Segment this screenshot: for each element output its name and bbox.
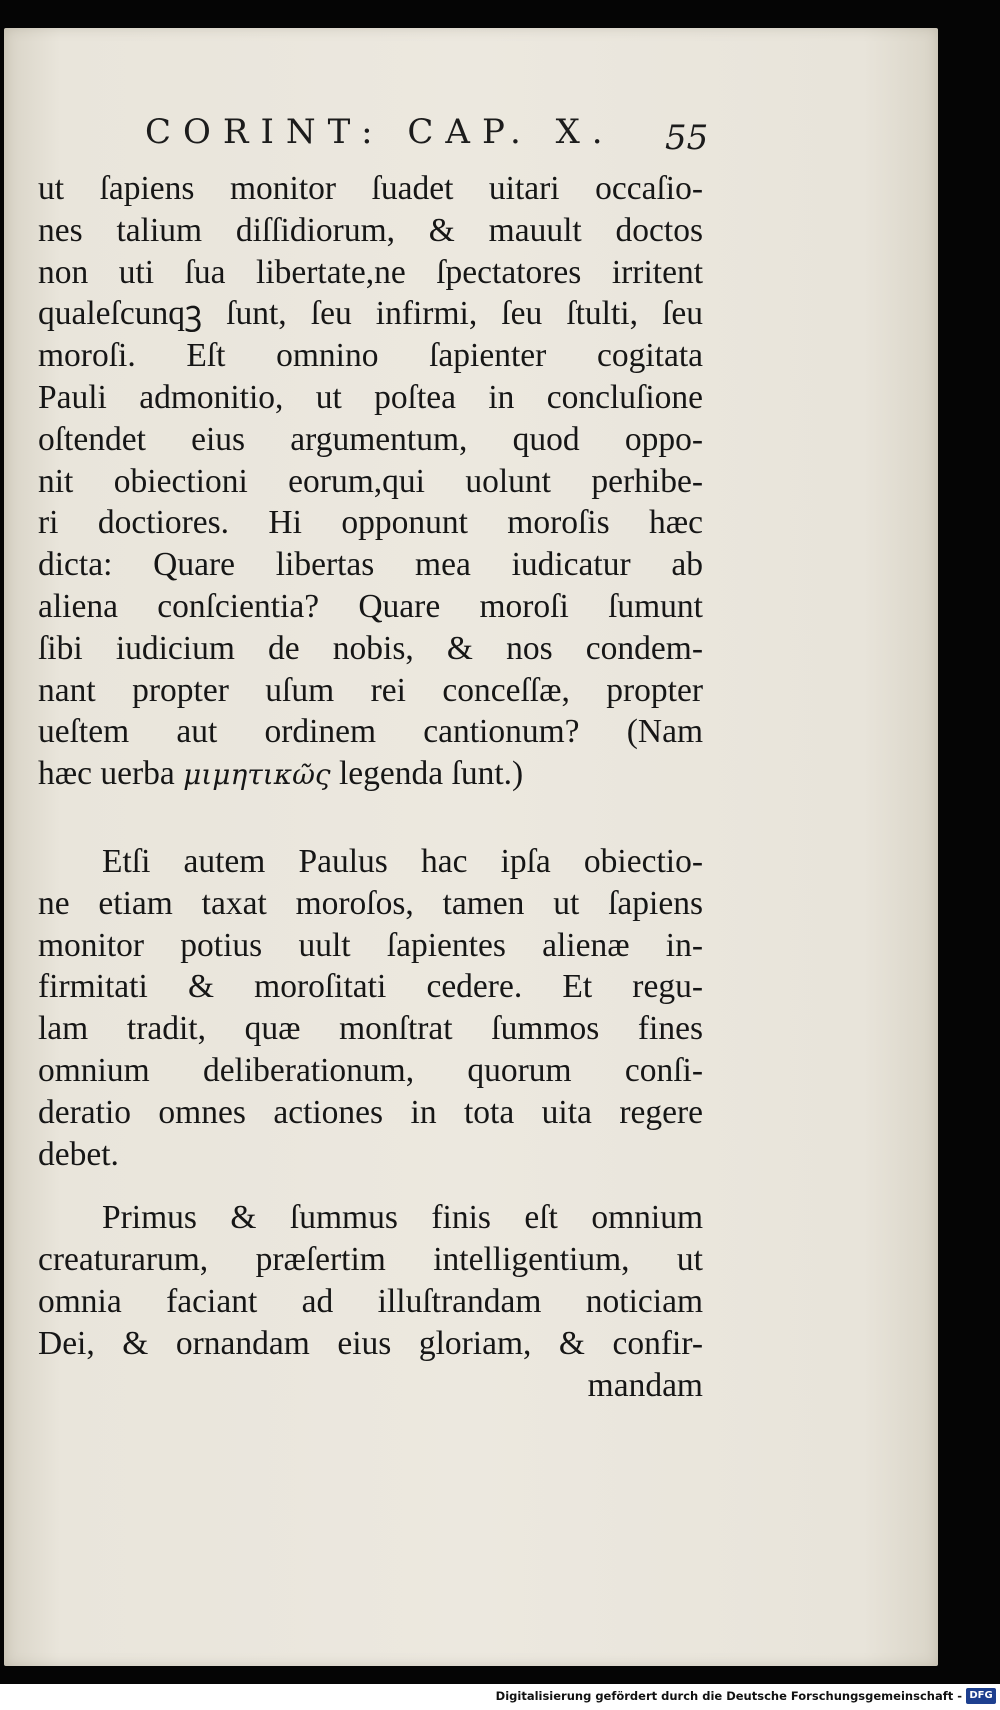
dfg-logo-icon: DFG [966, 1688, 996, 1704]
greek-word: μιμητικῶς [183, 758, 331, 792]
text-line: ri doctiores. Hi opponunt moroſis hæc [38, 504, 703, 542]
text-line: moroſi. Eſt omnino ſapienter cogitata [38, 337, 703, 375]
body-text [38, 168, 703, 1406]
page-header [145, 112, 709, 162]
text-line-with-greek [38, 753, 703, 796]
digitization-footer [0, 1684, 1000, 1710]
text-line: ut ſapiens monitor ſuadet uitari occaſio- [38, 170, 703, 207]
page-number: 55 [665, 118, 709, 158]
paragraph-gap [38, 1175, 703, 1197]
text-line: monitor potius uult ſapientes alienæ in- [38, 926, 703, 964]
text-line: firmitati & moroſitati cedere. Et regu- [38, 968, 703, 1006]
text-line: oſtendet eius argumentum, quod oppo- [38, 420, 703, 458]
paragraph-1 [38, 168, 703, 796]
text-line: Etſi autem Paulus hac ipſa obiectio- [102, 842, 703, 880]
text-line: omnium deliberationum, quorum conſi- [38, 1051, 703, 1089]
text-line: ne etiam taxat moroſos, tamen ut ſapiens [38, 884, 703, 922]
text-line: ueſtem aut ordinem cantionum? (Nam [38, 713, 703, 751]
text-line: dicta: Quare libertas mea iudicatur ab [38, 546, 703, 584]
text-line: Pauli admonitio, ut poſtea in concluſione [38, 378, 703, 416]
text-line: aliena conſcientia? Quare moroſi ſumunt [38, 587, 703, 625]
text-line: debet. [38, 1135, 119, 1173]
text-line: ſibi iudicium de nobis, & nos condem- [38, 629, 703, 667]
line-suffix: legenda ſunt.) [338, 755, 524, 793]
text-line: omnia faciant ad illuſtrandam noticiam [38, 1282, 703, 1320]
catchword: mandam [587, 1366, 703, 1404]
text-line: nit obiectioni eorum,qui uolunt perhibe- [38, 462, 703, 500]
text-line: non uti ſua libertate,ne ſpectatores irritent [38, 253, 703, 291]
text-line: creaturarum, præſertim intelligentium, ut [38, 1241, 703, 1279]
paragraph-gap [38, 796, 703, 841]
line-prefix: hæc uerba [38, 755, 175, 793]
paragraph-3 [38, 1197, 703, 1406]
text-line: deratio omnes actiones in tota uita regere [38, 1093, 703, 1131]
text-line: lam tradit, quæ monſtrat ſummos fines [38, 1010, 703, 1048]
text-line: Dei, & ornandam eius gloriam, & confir- [38, 1324, 703, 1362]
text-line: nant propter uſum rei conceſſæ, propter [38, 671, 703, 709]
text-line: qualeſcunqꝫ ſunt, ſeu infirmi, ſeu ſtulti, ſeu [38, 295, 703, 333]
text-line: nes talium diſſidiorum, & mauult doctos [38, 211, 703, 249]
text-line: Primus & ſummus finis eſt omnium [102, 1199, 703, 1237]
running-head: CORINT: CAP. X. [145, 112, 615, 152]
paragraph-2 [38, 841, 703, 1175]
funding-credit: Digitalisierung gefördert durch die Deutsche Forschungsgemeinschaft - [495, 1689, 962, 1703]
